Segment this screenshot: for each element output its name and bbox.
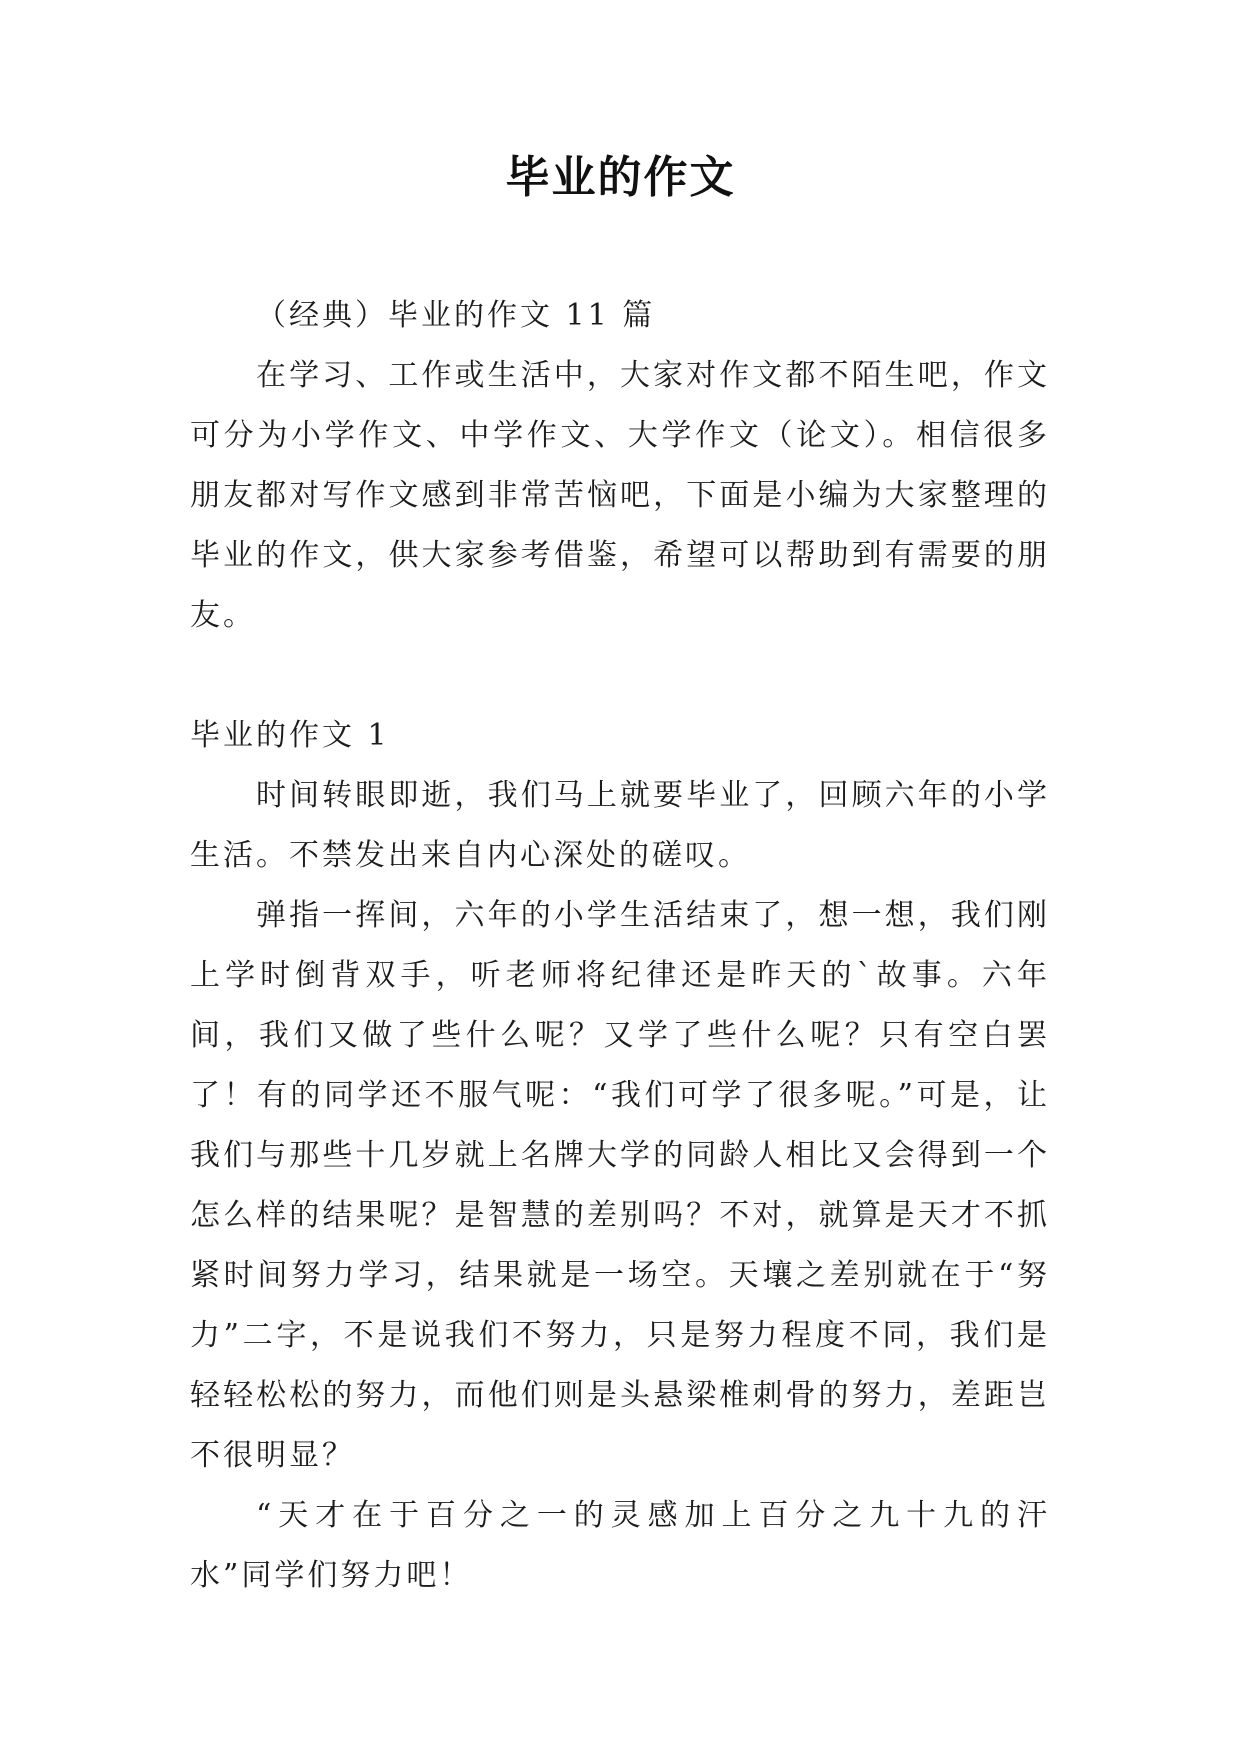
section-heading: 毕业的作文 1 xyxy=(190,718,390,753)
document-body xyxy=(190,286,1050,1606)
section-gap xyxy=(190,646,1050,706)
essay-paragraph: “天才在于百分之一的灵感加上百分之九十九的汗水”同学们努力吧！ xyxy=(190,1498,1050,1593)
document-subtitle: （经典）毕业的作文 11 篇 xyxy=(256,298,656,333)
essay-paragraph: 时间转眼即逝，我们马上就要毕业了，回顾六年的小学生活。不禁发出来自内心深处的磋叹。 xyxy=(190,778,1050,873)
intro-paragraph: 在学习、工作或生活中，大家对作文都不陌生吧，作文可分为小学作文、中学作文、大学作文（论文）。相信很多朋友都对写作文感到非常苦恼吧，下面是小编为大家整理的毕业的作文，供大家参考借鉴，希望可以帮助到有需要的朋友。 xyxy=(190,358,1050,633)
essay-paragraph: 弹指一挥间，六年的小学生活结束了，想一想，我们刚上学时倒背双手，听老师将纪律还是昨天的`故事。六年间，我们又做了些什么呢？又学了些什么呢？只有空白罢了！有的同学还不服气呢：“我们可学了很多呢。”可是，让我们与那些十几岁就上名牌大学的同龄人相比又会得到一个怎么样的结果呢？是智慧的差别吗？不对，就算是天才不抓紧时间努力学习，结果就是一场空。天壤之差别就在于“努力”二字，不是说我们不努力，只是努力程度不同，我们是轻轻松松的努力，而他们则是头悬梁椎刺骨的努力，差距岂不很明显？ xyxy=(190,898,1050,1473)
document-title: 毕业的作文 xyxy=(505,152,736,203)
